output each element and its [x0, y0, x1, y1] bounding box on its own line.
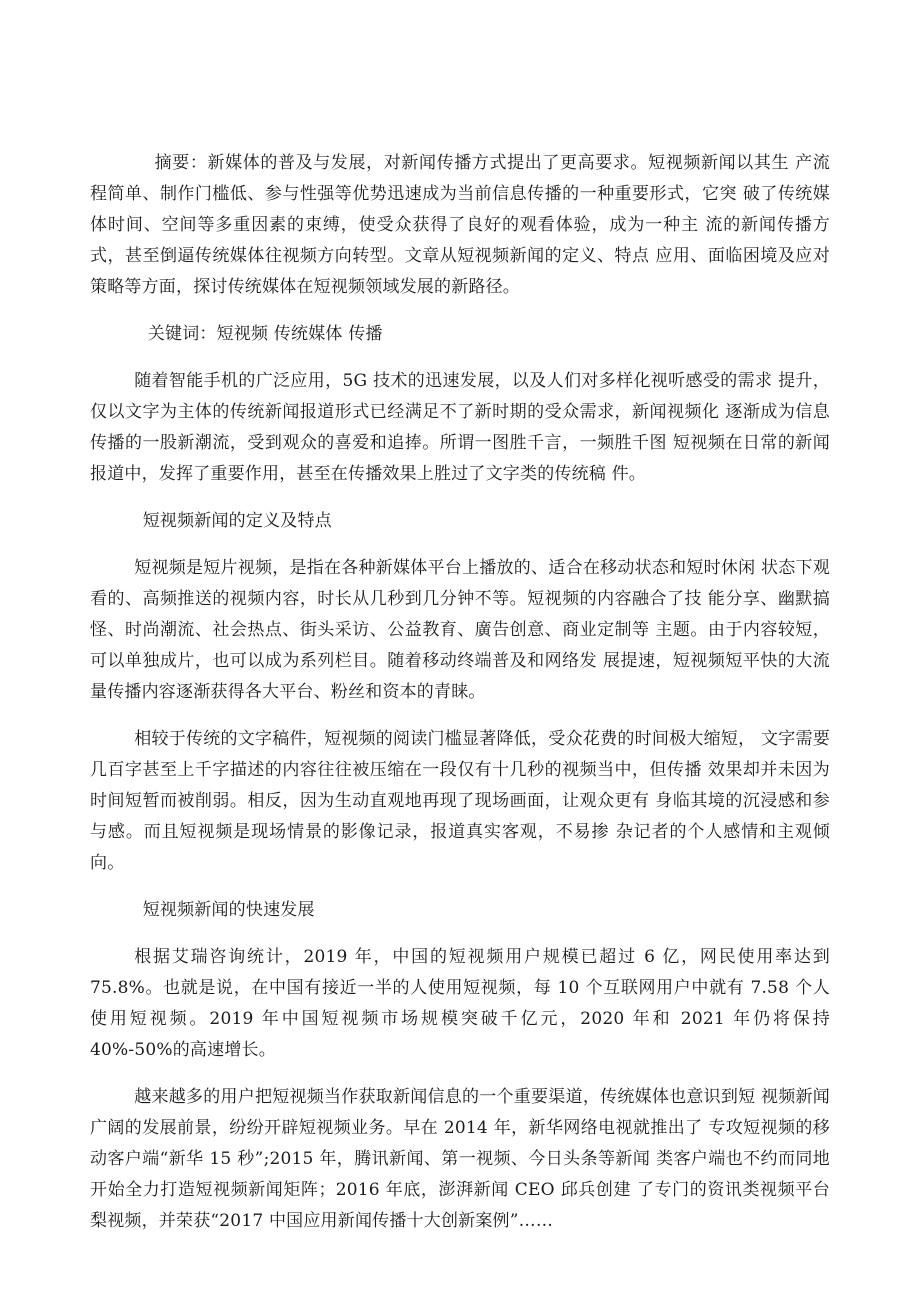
keywords-line: 关键词：短视频 传统媒体 传播 [147, 324, 383, 344]
definition-paragraph-1: 短视频是短片视频，是指在各种新媒体平台上播放的、适合在移动状态和短时休闲 状态下观看的、高频推送的视频内容，时长从几秒到几分钟不等。短视频的内容融合了技 能分享、幽默搞怪、时尚潮流、社会热点、街头采访、公益教育、廣告创意、商业定制等 主题。由于内容较短，可以单独成片，也可以成为系列栏目。随着移动终端普及和网络发 展提速，短视频短平快的大流量传播内容逐渐获得各大平台、粉丝和资本的青睐。 [90, 558, 830, 702]
section-heading-development: 短视频新闻的快速发展 [142, 900, 315, 920]
definition-paragraph-2: 相较于传统的文字稿件，短视频的阅读门槛显著降低，受众花费的时间极大缩短， 文字需要几百字甚至上千字描述的内容往往被压缩在一段仅有十几秒的视频当中，但传播 效果却并未因为时间短暂而被削弱。相反，因为生动直观地再现了现场画面，让观众更有 身临其境的沉浸感和参与感。而且短视频是现场情景的影像记录，报道真实客观，不易掺 杂记者的个人感情和主观倾向。 [90, 729, 830, 873]
section-heading-definition: 短视频新闻的定义及特点 [142, 511, 332, 531]
intro-paragraph: 随着智能手机的广泛应用，5G 技术的迅速发展，以及人们对多样化视听感受的需求 提升，仅以文字为主体的传统新闻报道形式已经满足不了新时期的受众需求，新闻视频化 逐渐成为信息传播的一股新潮流，受到观众的喜爱和追捧。所谓一图胜千言，一频胜千图 短视频在日常的新闻报道中，发挥了重要作用，甚至在传播效果上胜过了文字类的传统稿 件。 [90, 371, 830, 484]
development-paragraph-1: 根据艾瑞咨询统计，2019 年，中国的短视频用户规模已超过 6 亿，网民使用率达到 75.8%。也就是说，在中国有接近一半的人使用短视频，每 10 个互联网用户中就有 7.58 个人使用短视频。2019 年中国短视频市场规模突破千亿元，2020 年和 2021 年仍将保持 40%-50%的高速增长。 [90, 947, 830, 1060]
abstract-paragraph: 摘要：新媒体的普及与发展，对新闻传播方式提出了更高要求。短视频新闻以其生 产流程简单、制作门槛低、参与性强等优势迅速成为当前信息传播的一种重要形式，它突 破了传统媒体时间、空间等多重因素的束缚，使受众获得了良好的观看体验，成为一种主 流的新闻传播方式，甚至倒逼传统媒体往视频方向转型。文章从短视频新闻的定义、特点 应用、面临困境及应对策略等方面，探讨传统媒体在短视频领域发展的新路径。 [90, 153, 830, 297]
document-page [90, 148, 830, 1253]
development-paragraph-2: 越来越多的用户把短视频当作获取新闻信息的一个重要渠道，传统媒体也意识到短 视频新闻广阔的发展前景，纷纷开辟短视频业务。早在 2014 年，新华网络电视就推出了 专攻短视频的移动客户端“新华 15 秒”;2015 年，腾讯新闻、第一视频、今日头条等新闻 类客户端也不约而同地开始全力打造短视频新闻矩阵；2016 年底，澎湃新闻 CEO 邱兵创建 了专门的资讯类视频平台梨视频，并荣获“2017 中国应用新闻传播十大创新案例”…… [90, 1087, 830, 1231]
